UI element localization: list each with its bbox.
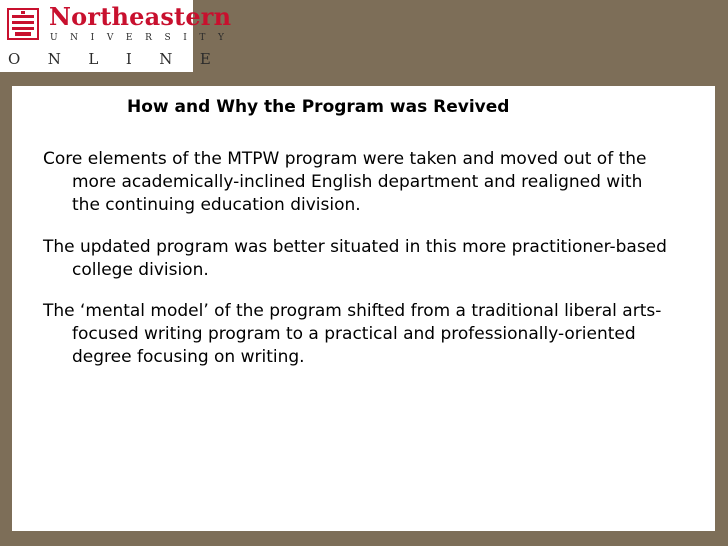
- logo-wordmark: Northeastern: [49, 2, 232, 31]
- bullet-paragraph-2: The updated program was better situated in this more practitioner-based college division.: [43, 237, 667, 280]
- university-seal-icon: [6, 7, 40, 41]
- logo-university-text: UNIVERSITY: [50, 33, 237, 43]
- bullet-paragraph-1: Core elements of the MTPW program were taken and moved out of the more academically-inclined English department and realigned with the continuing education division.: [43, 149, 647, 215]
- bullet-paragraph-3: The ‘mental model’ of the program shifted from a traditional liberal arts-focused writing program to a practical and professionally-oriented degree focusing on writing.: [43, 301, 662, 367]
- logo-online-text: ONLINE: [8, 50, 239, 68]
- header-right-panel: [193, 0, 728, 72]
- slide-title: How and Why the Program was Revived: [127, 97, 510, 117]
